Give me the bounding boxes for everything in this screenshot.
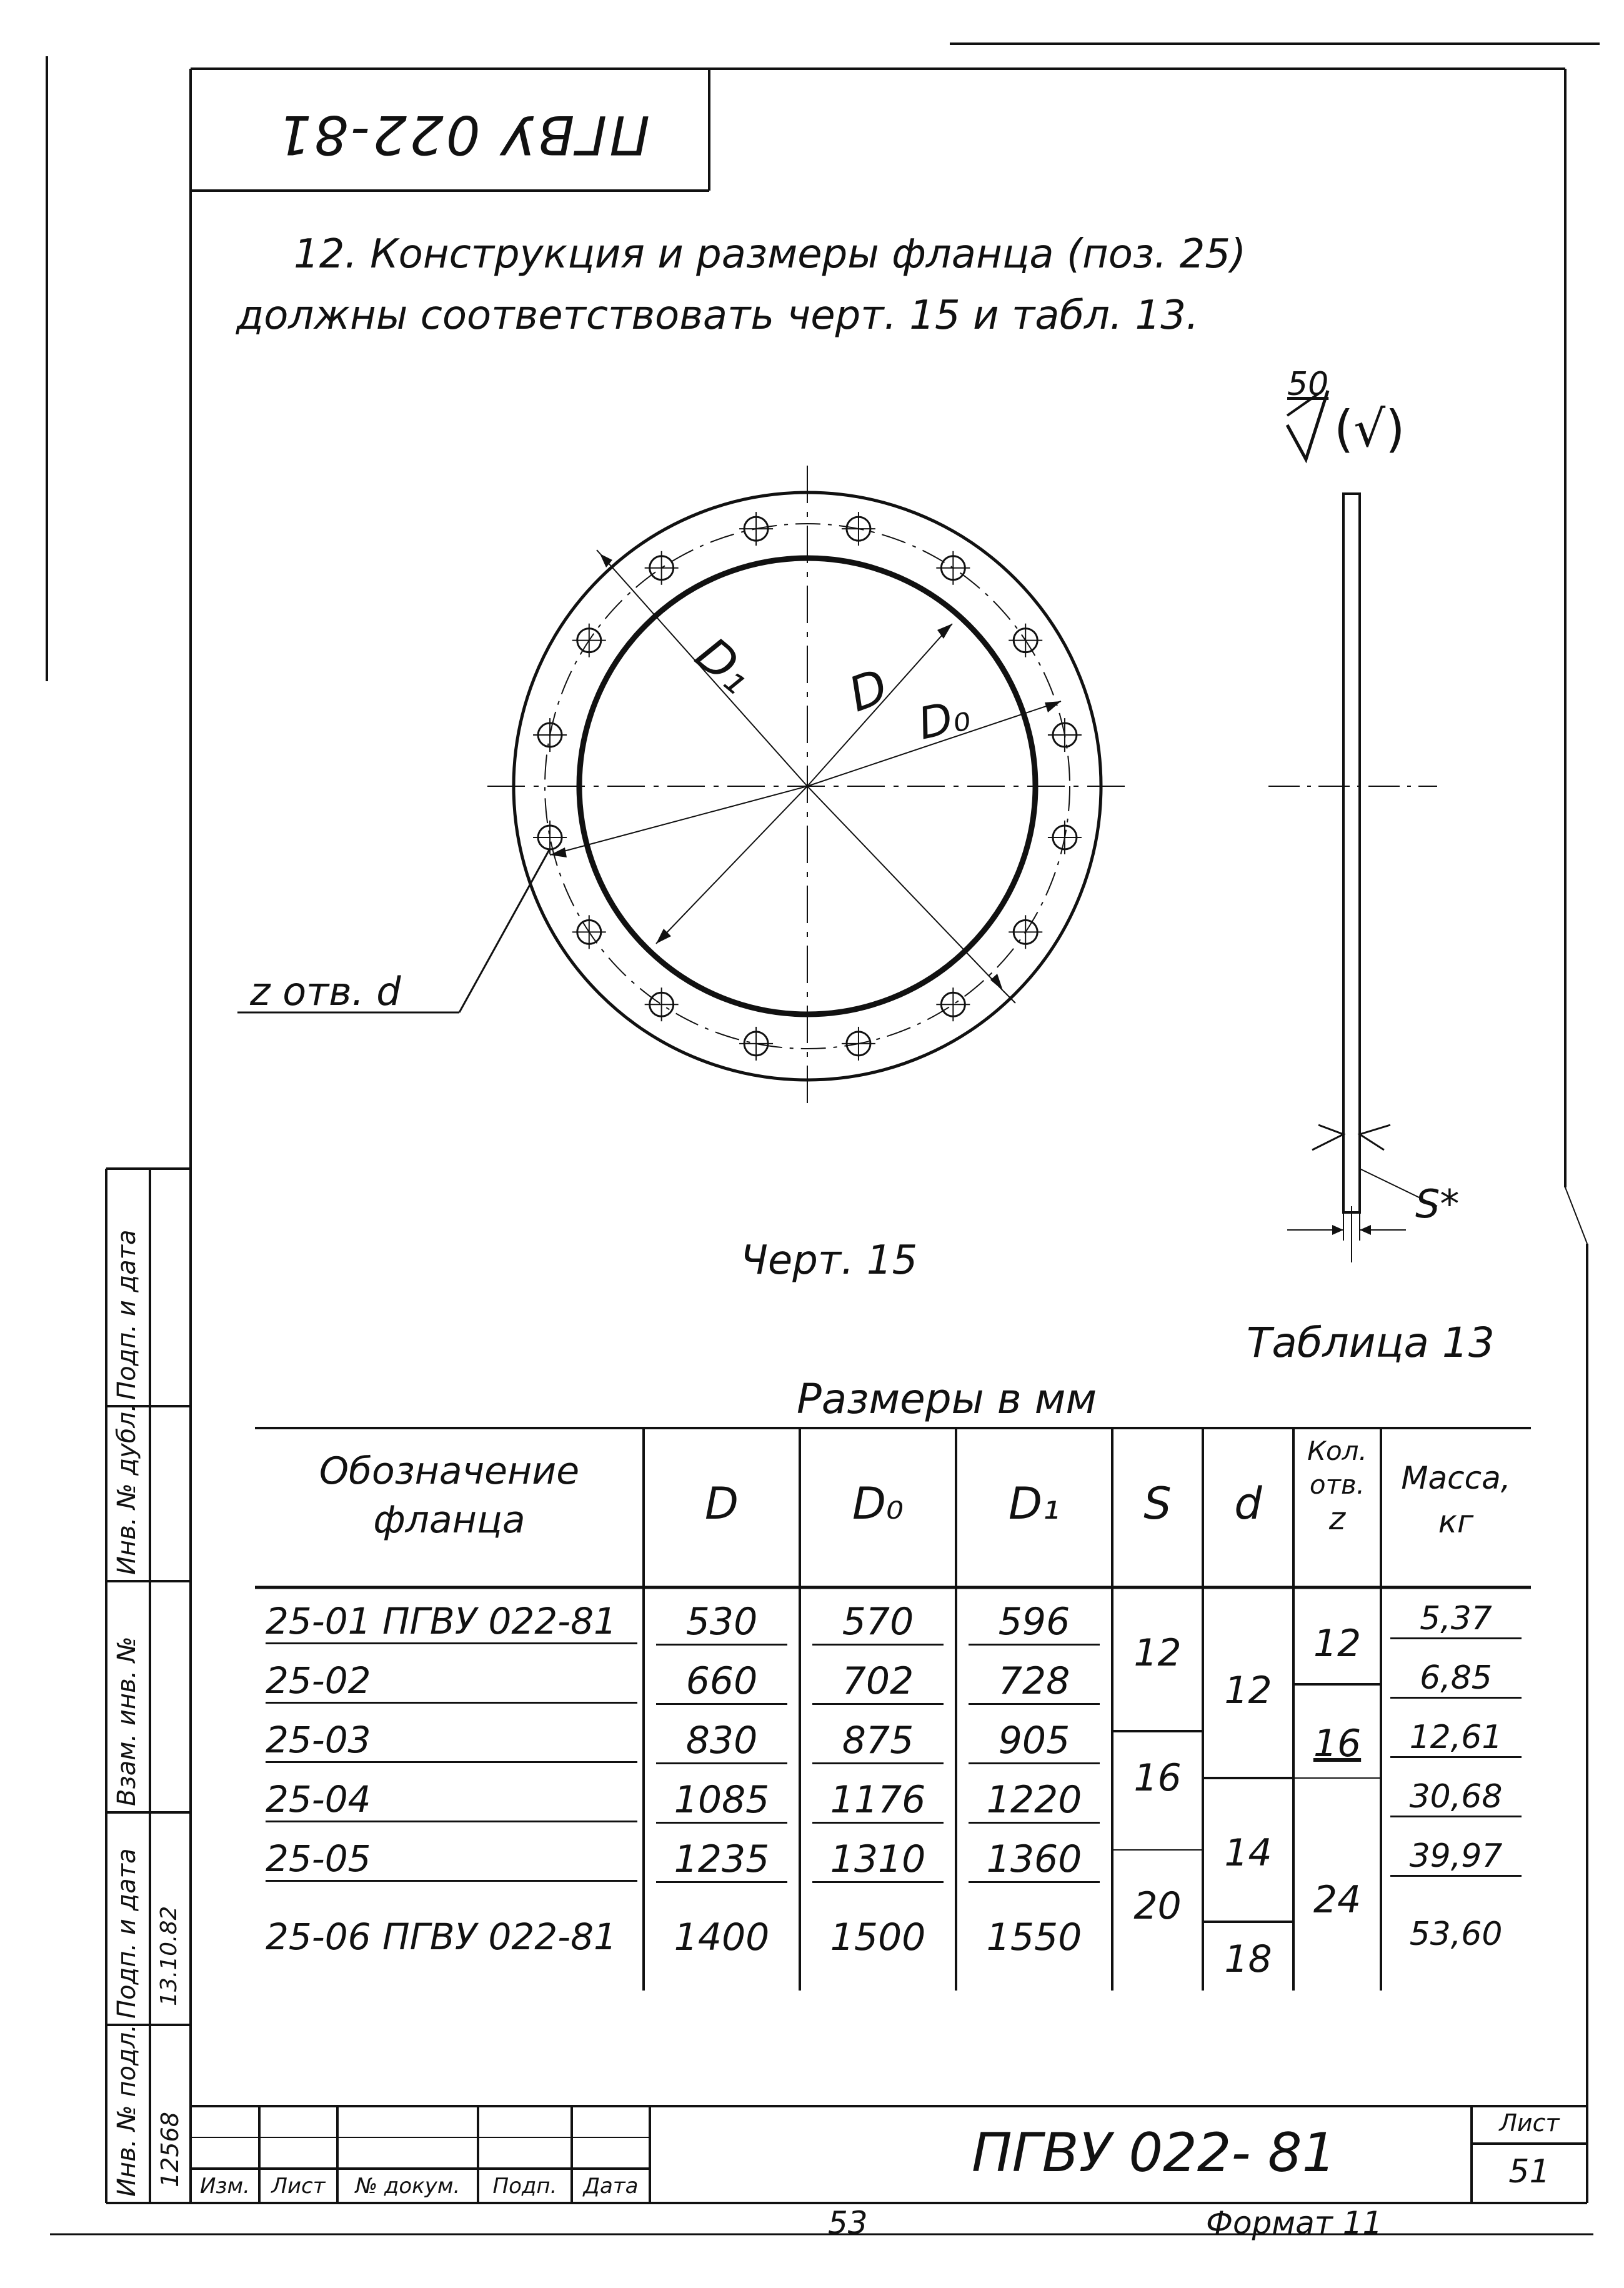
tb-col-change: Изм. bbox=[200, 2174, 250, 2199]
header-d: D bbox=[705, 1478, 739, 1529]
row-4-d0: 1176 bbox=[812, 1778, 944, 1824]
stamp-sign-date-2-value: 13.10.82 bbox=[156, 1906, 182, 2006]
row-1-d0: 570 bbox=[812, 1600, 944, 1646]
bolt-hole bbox=[936, 551, 970, 585]
bolt-hole bbox=[1048, 821, 1082, 854]
header-holes bbox=[1293, 1434, 1381, 1536]
row-2-designation: 25-02 bbox=[266, 1659, 637, 1704]
d-rows-4-5: 14 bbox=[1224, 1831, 1272, 1875]
table-title: Таблица 13 bbox=[1247, 1319, 1495, 1367]
header-mass-line2: кг bbox=[1438, 1504, 1474, 1540]
row-6-d0: 1500 bbox=[830, 1916, 926, 1959]
tb-col-sign: Подп. bbox=[492, 2174, 557, 2199]
bolt-hole bbox=[739, 1027, 773, 1061]
row-4-d1: 1220 bbox=[969, 1778, 1100, 1824]
bolt-hole bbox=[1048, 718, 1082, 752]
s-rows-3-4: 16 bbox=[1133, 1756, 1182, 1800]
label-d1: D₁ bbox=[685, 626, 764, 705]
row-3-mass: 12,61 bbox=[1390, 1719, 1522, 1758]
header-d0: D₀ bbox=[852, 1478, 904, 1529]
intro-line-2: должны соответствовать черт. 15 и табл. 13. bbox=[236, 292, 1199, 339]
bolt-hole bbox=[572, 915, 606, 949]
s-rows-5-6: 20 bbox=[1133, 1884, 1182, 1928]
bolt-hole bbox=[739, 512, 773, 546]
row-2-d0: 702 bbox=[812, 1659, 944, 1705]
stamp-sign-date-2: Подп. и дата bbox=[112, 1848, 141, 2019]
row-4-d: 1085 bbox=[656, 1778, 787, 1824]
row-5-d: 1235 bbox=[656, 1837, 787, 1883]
header-designation-line1: Обозначение bbox=[319, 1449, 580, 1493]
thickness-label: S* bbox=[1415, 1181, 1460, 1227]
tb-col-doc-no: № докум. bbox=[355, 2174, 461, 2199]
row-2-d1: 728 bbox=[969, 1659, 1100, 1705]
tb-col-date: Дата bbox=[583, 2174, 639, 2199]
row-3-designation: 25-03 bbox=[266, 1719, 637, 1763]
stamp-sign-date-1: Подп. и дата bbox=[112, 1229, 141, 1400]
row-1-d1: 596 bbox=[969, 1600, 1100, 1646]
stamp-orig-inv-no-value: 12568 bbox=[156, 2112, 184, 2187]
stamp-replace-inv-no: Взам. инв. № bbox=[112, 1636, 141, 1806]
bolt-hole bbox=[645, 987, 679, 1021]
bolt-hole bbox=[842, 512, 875, 546]
row-2-mass: 6,85 bbox=[1390, 1659, 1522, 1699]
d-rows-1-3: 12 bbox=[1224, 1669, 1272, 1712]
stamp-orig-inv-no: Инв. № подл. bbox=[112, 2024, 141, 2197]
header-small-d: d bbox=[1234, 1478, 1262, 1529]
row-1-designation: 25-01 ПГВУ 022-81 bbox=[266, 1600, 637, 1644]
tb-doc-code: ПГВУ 022- 81 bbox=[972, 2122, 1337, 2184]
label-d0: D₀ bbox=[914, 689, 975, 750]
z-rows-1-2: 12 bbox=[1313, 1622, 1362, 1666]
header-holes-line1: Кол. bbox=[1307, 1436, 1367, 1466]
bolt-hole bbox=[572, 624, 606, 657]
header-s: S bbox=[1143, 1478, 1172, 1529]
header-d1: D₁ bbox=[1009, 1478, 1060, 1529]
holes-label: z отв. d bbox=[250, 969, 401, 1014]
intro-line-1: 12. Конструкция и размеры фланца (поз. 25) bbox=[294, 231, 1247, 277]
bolt-hole bbox=[533, 718, 567, 752]
header-mass bbox=[1381, 1456, 1531, 1544]
z-row-3: 16 bbox=[1313, 1722, 1362, 1766]
bolt-hole bbox=[1009, 624, 1042, 657]
row-5-mass: 39,97 bbox=[1390, 1837, 1522, 1877]
row-6-d1: 1550 bbox=[986, 1916, 1082, 1959]
page-number: 53 bbox=[828, 2205, 868, 2241]
roughness-value: 50 bbox=[1287, 366, 1329, 403]
tb-col-sheet: Лист bbox=[271, 2174, 326, 2199]
header-holes-line3: z bbox=[1328, 1501, 1346, 1537]
row-1-d: 530 bbox=[656, 1600, 787, 1646]
row-6-designation: 25-06 ПГВУ 022-81 bbox=[266, 1916, 617, 1958]
z-rows-4-6: 24 bbox=[1313, 1878, 1362, 1922]
drawing-caption: Черт. 15 bbox=[740, 1237, 918, 1284]
s-rows-1-2: 12 bbox=[1133, 1631, 1182, 1675]
row-6-mass: 53,60 bbox=[1409, 1916, 1503, 1953]
stamp-dup-inv-no: Инв. № дубл. bbox=[112, 1404, 141, 1575]
header-mass-line1: Масса, bbox=[1401, 1460, 1511, 1496]
row-6-d: 1400 bbox=[674, 1916, 770, 1959]
row-3-d0: 875 bbox=[812, 1719, 944, 1764]
bolt-hole bbox=[645, 551, 679, 585]
tb-sheet-label: Лист bbox=[1499, 2109, 1560, 2137]
bolt-hole bbox=[936, 987, 970, 1021]
row-5-d1: 1360 bbox=[969, 1837, 1100, 1883]
row-5-d0: 1310 bbox=[812, 1837, 944, 1883]
d-row-6: 18 bbox=[1224, 1937, 1272, 1981]
row-3-d1: 905 bbox=[969, 1719, 1100, 1764]
label-d: D bbox=[841, 657, 895, 723]
header-code: ПГВУ 022-81 bbox=[275, 103, 650, 166]
tb-sheet-number: 51 bbox=[1508, 2153, 1550, 2191]
header-holes-line2: отв. bbox=[1309, 1469, 1365, 1500]
roughness-suffix: (√) bbox=[1334, 400, 1405, 458]
header-designation-line2: фланца bbox=[373, 1498, 526, 1542]
row-4-designation: 25-04 bbox=[266, 1778, 637, 1822]
format-label: Формат 11 bbox=[1206, 2205, 1383, 2241]
row-3-d: 830 bbox=[656, 1719, 787, 1764]
header-designation bbox=[255, 1447, 644, 1544]
row-5-designation: 25-05 bbox=[266, 1837, 637, 1882]
table-subtitle: Размеры в мм bbox=[797, 1375, 1097, 1423]
row-1-mass: 5,37 bbox=[1390, 1600, 1522, 1639]
row-4-mass: 30,68 bbox=[1390, 1778, 1522, 1817]
bolt-hole bbox=[1009, 915, 1042, 949]
row-2-d: 660 bbox=[656, 1659, 787, 1705]
bolt-hole bbox=[842, 1027, 875, 1061]
